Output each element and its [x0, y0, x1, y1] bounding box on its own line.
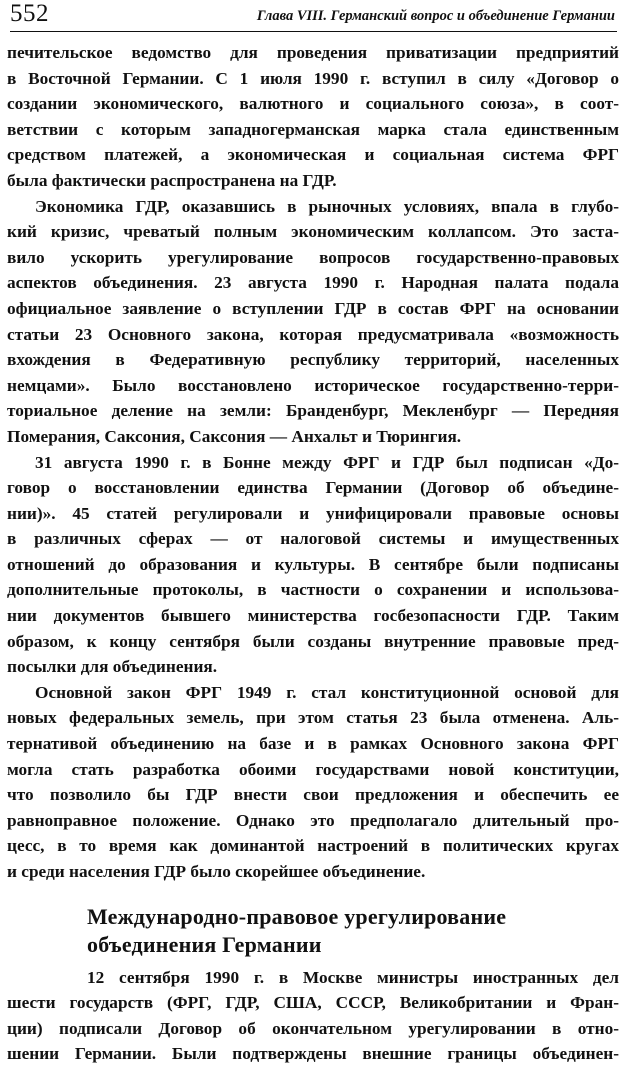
text-line: что позволило бы ГДР внести свои предложения и обеспечить ее	[7, 785, 619, 805]
text-line: отношений до образования и культуры. В сентябре были подписаны	[7, 554, 619, 574]
text-line: печительское ведомство для проведения приватизации предприятий	[7, 43, 619, 62]
text-line: нии)». 45 статей регулировали и унифицировали правовые основы	[7, 503, 619, 523]
running-header	[10, 2, 615, 26]
text-line: и среди населения ГДР было скорейшее объединение.	[7, 862, 426, 881]
running-title: Глава VIII. Германский вопрос и объединение Германии	[256, 8, 615, 24]
text-line: кий кризис, чреватый полным экономическим коллапсом. Это заста-	[7, 222, 619, 242]
text-line: образом, к концу сентября были созданы внутренние правовые пред-	[7, 631, 619, 651]
text-line: 31 августа 1990 г. в Бонне между ФРГ и ГДР был подписан «До-	[35, 452, 619, 472]
text-line: шении Германии. Были подтверждены внешние границы объединен-	[7, 1044, 619, 1064]
text-line: Померания, Саксония, Саксония — Анхальт и Тюрингия.	[7, 426, 462, 446]
text-line: средством платежей, а экономическая и социальная система ФРГ	[7, 145, 619, 165]
text-line: шести государств (ФРГ, ГДР, США, СССР, Великобритании и Фран-	[7, 993, 619, 1013]
text-line: создании экономического, валютного и социального союза», в соот-	[7, 94, 619, 114]
text-line: ции) подписали Договор об окончательном урегулировании в отно-	[7, 1018, 619, 1038]
text-line: в различных сферах — от налоговой системы и имущественных	[7, 529, 619, 549]
text-line: дополнительные протоколы, в частности о сохранении и использова-	[7, 580, 619, 600]
text-line: была фактически распространена на ГДР.	[7, 170, 337, 190]
text-line: тернативой объединению на базе и в рамках Основного закона ФРГ	[7, 734, 619, 754]
text-line: цесс, в то время как доминантой настроений в политических кругах	[7, 836, 619, 856]
text-line: статьи 23 Основного закона, которая предусматривала «возможность	[7, 324, 619, 344]
text-line: посылки для объединения.	[7, 657, 218, 677]
text-line: Основной закон ФРГ 1949 г. стал конституционной основой для	[35, 682, 619, 702]
text-line: вхождения в Федеративную республику территорий, населенных	[7, 350, 619, 370]
page-number: 552	[10, 0, 49, 27]
body-text	[7, 40, 619, 1067]
section-heading	[87, 903, 619, 959]
text-line: аспектов объединения. 23 августа 1990 г. Народная палата подала	[7, 273, 619, 293]
section-heading-line: объединения Германии	[87, 931, 322, 957]
text-line: нии документов бывшего министерства госбезопасности ГДР. Таким	[7, 606, 619, 626]
paragraph-3	[7, 450, 619, 680]
text-line: новых федеральных земель, при этом статья 23 была отменена. Аль-	[7, 708, 619, 728]
paragraph-2	[7, 194, 619, 450]
text-line: Экономика ГДР, оказавшись в рыночных условиях, впала в глубо-	[35, 196, 619, 216]
text-line: говор о восстановлении единства Германии (Договор об объедине-	[7, 478, 619, 498]
header-rule	[10, 31, 617, 32]
text-line: равноправное положение. Однако это предполагало длительный про-	[7, 810, 619, 830]
paragraph-1	[7, 40, 619, 194]
section-heading-line: Международно-правовое урегулирование	[87, 903, 507, 929]
text-line: ториальное деление на земли: Бранденбург, Мекленбург — Передняя	[7, 401, 619, 421]
paragraph-4	[7, 680, 619, 885]
text-line: вило ускорить урегулирование вопросов государственно-правовых	[7, 247, 619, 267]
text-line: ветствии с которым западногерманская марка стала единственным	[7, 119, 619, 139]
text-line: в Восточной Германии. С 1 июля 1990 г. вступил в силу «Договор о	[7, 68, 619, 88]
text-line: официальное заявление о вступлении ГДР в состав ФРГ на основании	[7, 298, 619, 318]
text-line: 12 сентября 1990 г. в Москве министры иностранных дел	[87, 967, 619, 987]
text-line: могла стать разработка обоими государствами новой конституции,	[7, 759, 619, 779]
section-paragraph-1	[7, 965, 619, 1067]
text-line: немцами». Было восстановлено историческое государственно-терри-	[7, 375, 619, 395]
